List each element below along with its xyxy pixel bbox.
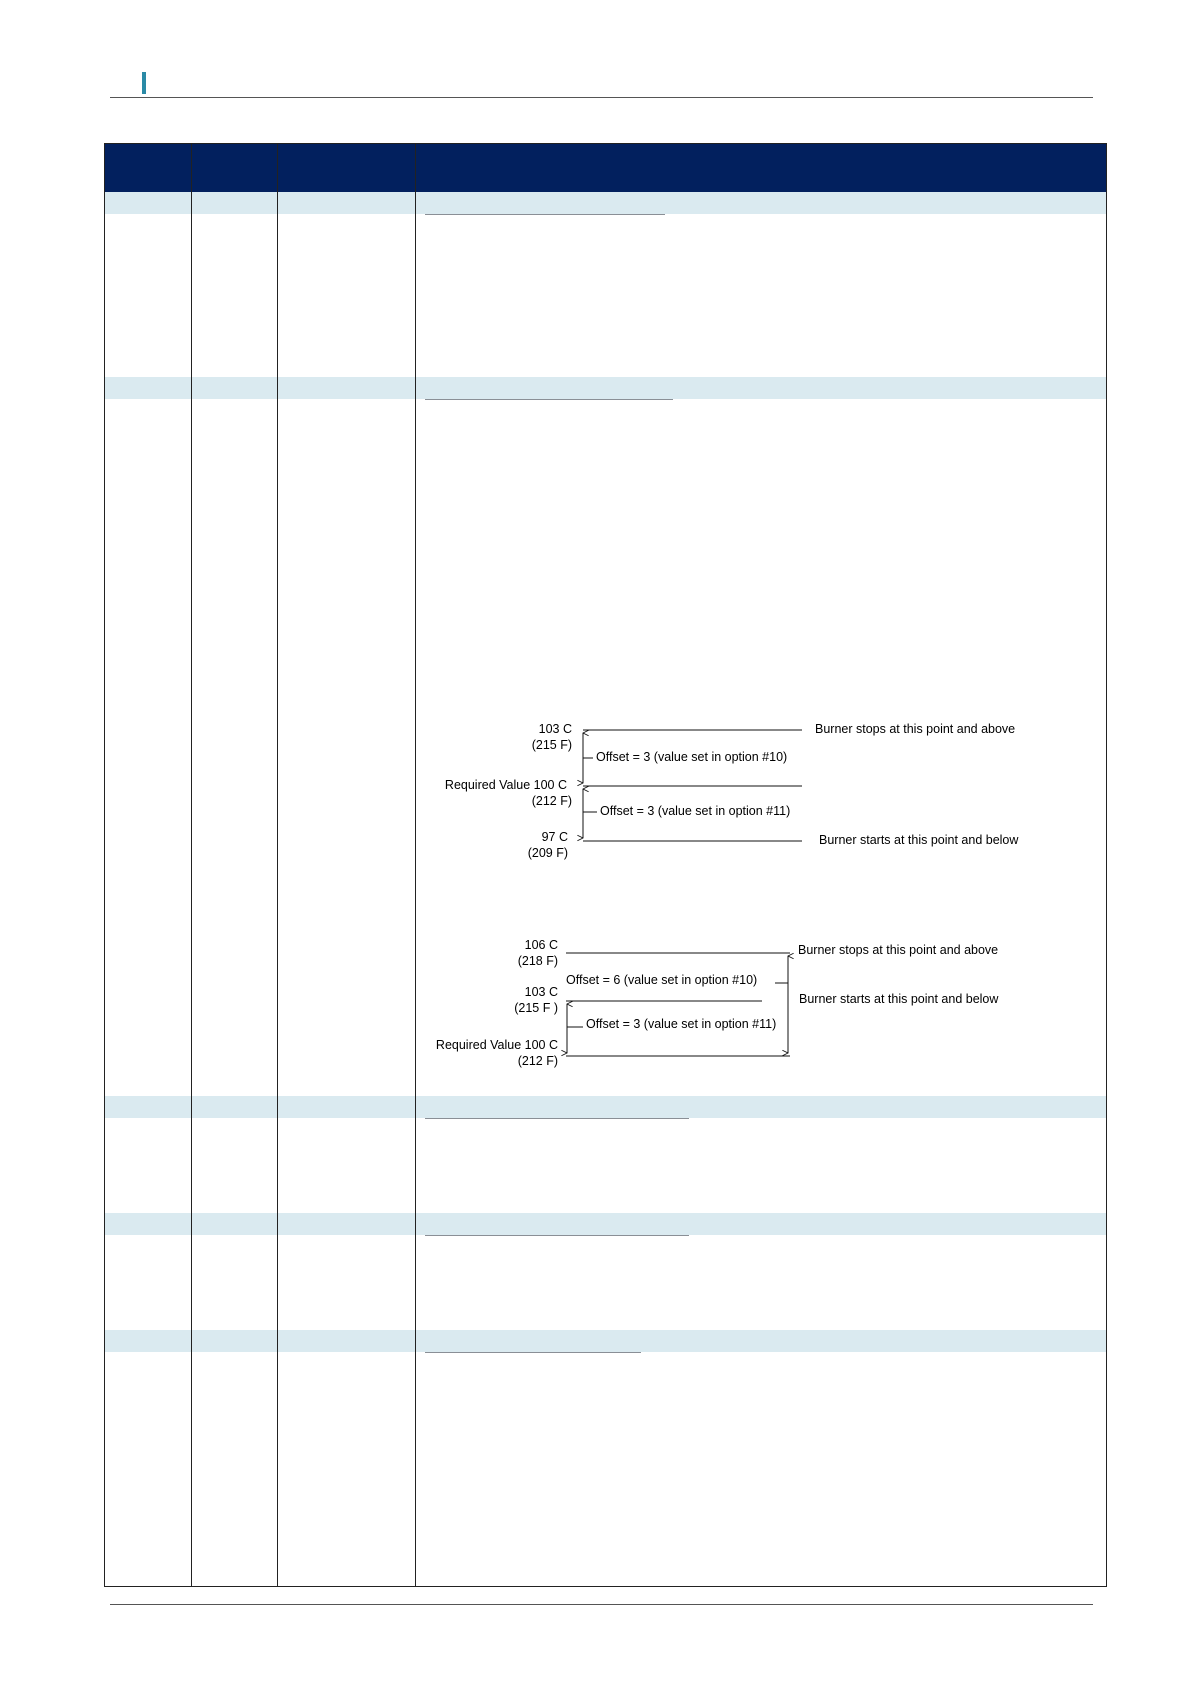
diagram-1-offset-upper: Offset = 3 (value set in option #10) <box>596 750 788 764</box>
footer-rule <box>110 1604 1093 1605</box>
diagram-2-required-fahrenheit: (212 F) <box>517 1054 558 1068</box>
diagram-2-offset-upper: Offset = 6 (value set in option #10) <box>566 973 758 987</box>
diagram-2-upper-fahrenheit: (218 F) <box>517 954 558 968</box>
diagram-2-starts-label: Burner starts at this point and below <box>799 992 999 1006</box>
diagram-1-lower-fahrenheit: (209 F) <box>527 846 568 860</box>
diagram-1-required-celsius: Required Value 100 C <box>444 778 567 792</box>
diagram-2-offset-lower: Offset = 3 (value set in option #11) <box>586 1017 777 1031</box>
diagram-1-lines <box>583 730 802 841</box>
diagram-1-lower-celsius: 97 C <box>541 830 568 844</box>
diagram-1-required-fahrenheit: (212 F) <box>531 794 572 808</box>
diagram-2-required-celsius: Required Value 100 C <box>435 1038 558 1052</box>
diagram-1-upper-celsius: 103 C <box>538 722 572 736</box>
diagram-1-offset-lower: Offset = 3 (value set in option #11) <box>600 804 791 818</box>
diagram-1-stops-label: Burner stops at this point and above <box>815 722 1016 736</box>
diagram-2-lines <box>566 953 790 1056</box>
diagram-2-upper-celsius: 106 C <box>524 938 558 952</box>
diagram-2-stops-label: Burner stops at this point and above <box>798 943 999 957</box>
diagram-1-upper-fahrenheit: (215 F) <box>531 738 572 752</box>
diagram-2-mid-fahrenheit: (215 F ) <box>514 1001 558 1015</box>
diagram-2-mid-celsius: 103 C <box>524 985 558 999</box>
diagram-1-starts-label: Burner starts at this point and below <box>819 833 1019 847</box>
